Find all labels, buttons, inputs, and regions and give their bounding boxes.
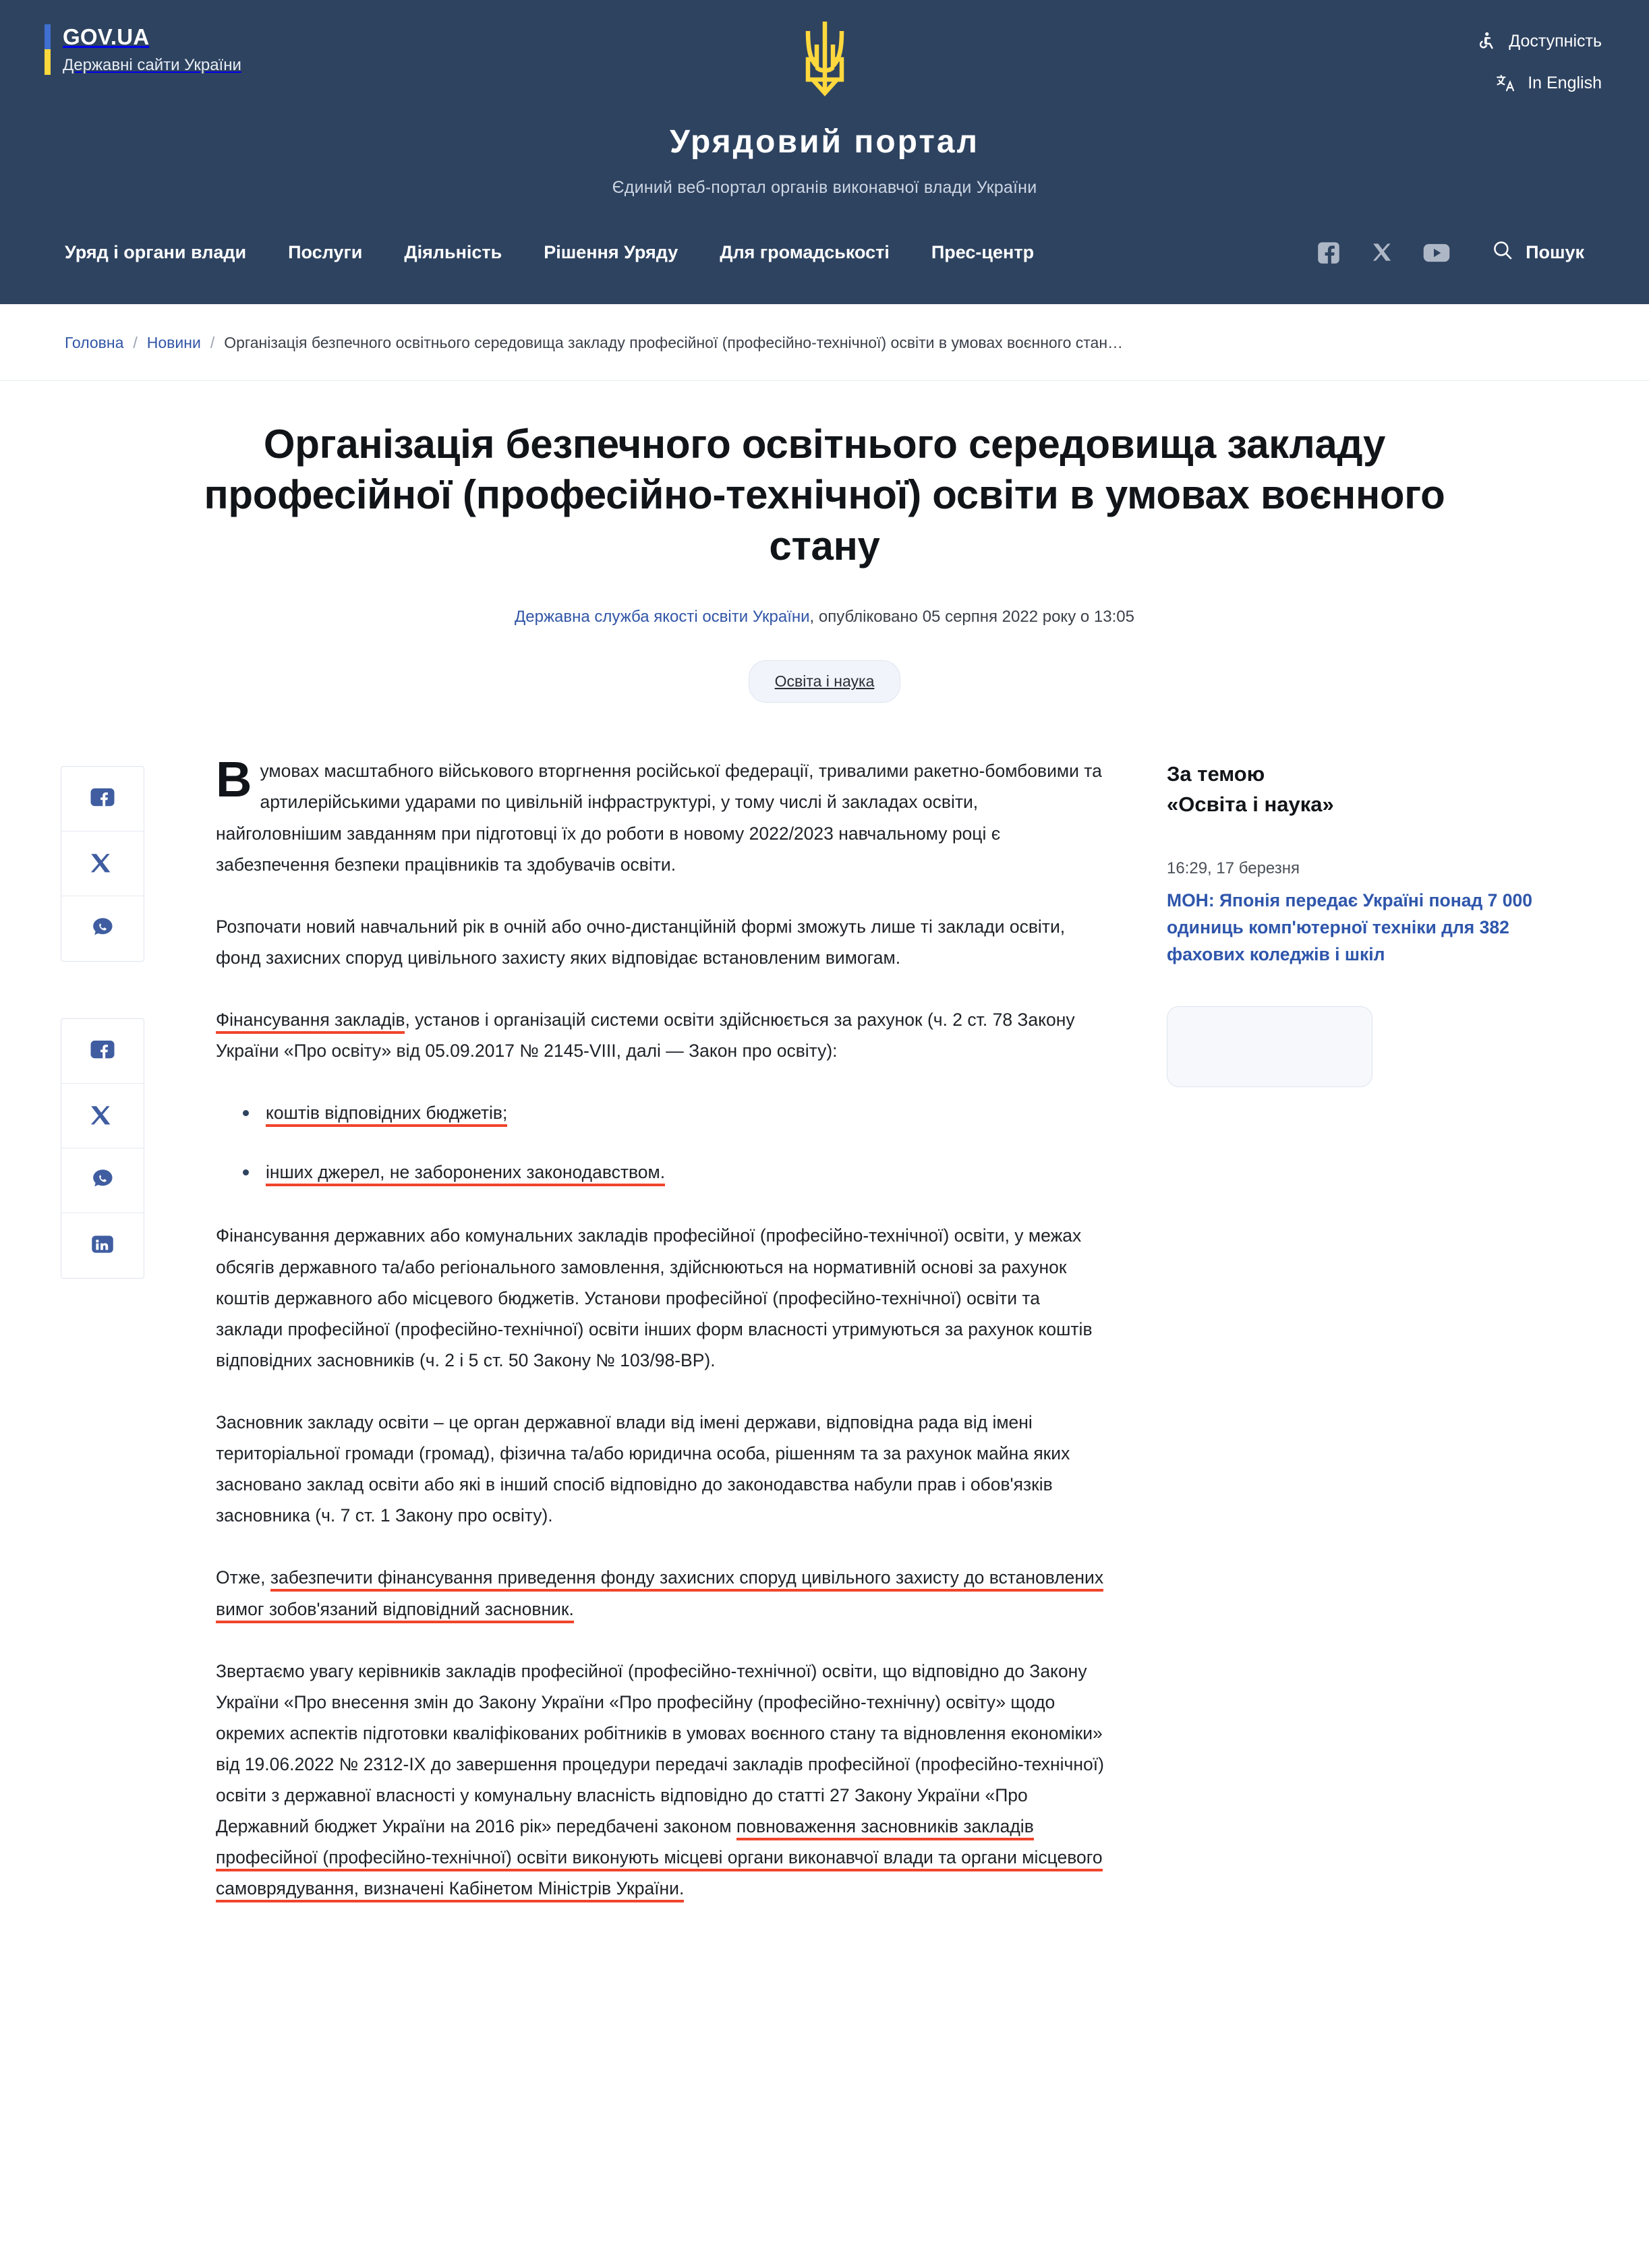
- dropcap: В: [216, 751, 252, 808]
- language-link[interactable]: [1494, 71, 1602, 94]
- bullet-1-text: коштів відповідних бюджетів;: [266, 1103, 507, 1127]
- share-x-button[interactable]: [61, 832, 144, 896]
- share-linkedin-button[interactable]: [61, 1213, 144, 1278]
- x-twitter-icon[interactable]: [1369, 239, 1396, 266]
- whatsapp-icon: [88, 1165, 117, 1196]
- paragraph-3: [216, 1004, 1109, 1066]
- whatsapp-icon: [88, 913, 117, 945]
- facebook-icon: [88, 1035, 117, 1067]
- share-group-primary: [61, 766, 144, 962]
- paragraph-1: [216, 751, 1109, 879]
- x-twitter-icon: [88, 1100, 117, 1132]
- x-twitter-icon: [88, 848, 117, 879]
- article-header: [0, 381, 1649, 703]
- search-label: Пошук: [1526, 242, 1584, 263]
- share-group-secondary: [61, 1018, 144, 1279]
- share-whatsapp-button[interactable]: [61, 896, 144, 961]
- paragraph-3-text: , установ і організацій системи освіти здійснюється за рахунок (ч. 2 ст. 78 Закону України «Про освіту» від 05.09.2017 № 2145-VIII, далі — Закон про освіту):: [216, 1010, 1075, 1062]
- sidebar-title-line2: «Освіта і наука»: [1167, 792, 1334, 817]
- nav-item-government[interactable]: Уряд і органи влади: [65, 242, 247, 263]
- facebook-icon: [88, 783, 117, 815]
- highlight-founder-powers: повноваження засновників закладів професійної (професійно-технічної) освіти виконують місцеві органи виконавчої влади та органи місцевого самоврядування, визначені Кабінетом Міністрів України.: [216, 1816, 1103, 1902]
- article-tag[interactable]: Освіта і наука: [749, 660, 901, 703]
- funding-sources-list: [216, 1097, 1109, 1188]
- site-header: [0, 0, 1649, 304]
- content-layout: [0, 703, 1649, 1935]
- nav-item-public[interactable]: Для громадськості: [720, 242, 890, 263]
- related-item-link[interactable]: МОН: Японія передає Україні понад 7 000 одиниць комп'ютерної техніки для 382 фахових коледжів і шкіл: [1167, 890, 1532, 964]
- related-item-time: 16:29, 17 березня: [1167, 859, 1300, 878]
- share-whatsapp-button-2[interactable]: [61, 1148, 144, 1213]
- nav-item-activity[interactable]: Діяльність: [404, 242, 502, 263]
- nav-item-services[interactable]: Послуги: [288, 242, 363, 263]
- breadcrumb-separator: /: [133, 333, 138, 351]
- breadcrumb-home[interactable]: Головна: [65, 333, 124, 351]
- article-body: [155, 751, 1167, 1935]
- accessibility-label: Доступність: [1509, 31, 1602, 51]
- related-sidebar: [1167, 755, 1544, 1086]
- ukraine-flag-bars-icon: [45, 24, 51, 75]
- share-rail: [61, 755, 155, 1335]
- highlight-financing: Фінансування закладів: [216, 1010, 405, 1034]
- utility-links: [1475, 30, 1602, 94]
- breadcrumb: [0, 304, 1649, 380]
- sidebar-title: [1167, 759, 1544, 820]
- list-item: [243, 1157, 1109, 1188]
- linkedin-icon: [88, 1230, 117, 1262]
- breadcrumb-bar: [0, 304, 1649, 381]
- paragraph-6: [216, 1562, 1109, 1624]
- govua-logo[interactable]: [45, 24, 241, 75]
- share-facebook-button-2[interactable]: [61, 1019, 144, 1084]
- accessibility-icon: [1475, 30, 1498, 53]
- paragraph-4: Фінансування державних або комунальних закладів професійної (професійно-технічної) освіти, у межах обсягів державного та/або регіонального замовлення, здійснюються на нормативній основі за рахунок коштів державного або місцевого бюджетів. Установи професійної (професійно-технічної) освіти та заклади професійної (професійно-технічної) освіти інших форм власності утримуються за рахунок коштів відповідних засновників (ч. 2 і 5 ст. 50 Закону № 103/98-ВР).: [216, 1225, 1093, 1370]
- main-navigation: [65, 198, 1584, 304]
- paragraph-1-text: умовах масштабного військового вторгнення російської федерації, тривалими ракетно-бомбовими та артилерійськими ударами по цивільній інфраструктурі, у тому числі й закладах освіти, найголовнішим завданням при підготовці їх до роботи в новому 2022/2023 навчальному році є забезпечення безпеки працівників та здобувачів освіти.: [216, 761, 1102, 875]
- language-label: In English: [1528, 73, 1602, 92]
- breadcrumb-separator-2: /: [210, 333, 215, 351]
- ukraine-trident-icon: [797, 18, 853, 97]
- share-facebook-button[interactable]: [61, 767, 144, 832]
- paragraph-2: Розпочати новий навчальний рік в очній або очно-дистанційній формі зможуть лише ті заклади освіти, фонд захисних споруд цивільного захисту яких відповідає встановленим вимогам.: [216, 916, 1066, 968]
- youtube-icon[interactable]: [1423, 239, 1450, 266]
- page-title: Організація безпечного освітнього середовища закладу професійної (професійно-технічної) освіти в умовах воєнного стану: [204, 421, 1445, 569]
- nav-item-press-center[interactable]: Прес-центр: [931, 242, 1035, 263]
- facebook-icon[interactable]: [1315, 239, 1342, 266]
- article-published: , опубліковано 05 серпня 2022 року о 13:05: [809, 608, 1134, 627]
- related-placeholder-card[interactable]: [1167, 1006, 1372, 1087]
- share-x-button-2[interactable]: [61, 1084, 144, 1148]
- govua-title: GOV.UA: [63, 24, 150, 49]
- portal-title: Урядовий портал: [669, 124, 980, 160]
- search-button[interactable]: [1492, 239, 1584, 266]
- sidebar-title-line1: За темою: [1167, 762, 1265, 786]
- paragraph-5: Засновник закладу освіти – це орган державної влади від імені держави, відповідна рада від імені територіальної громади (громад), фізична та/або юридична особа, рішенням та за рахунок майна яких засновано заклад освіти або які в інший спосіб відповідно до законодавства набули прав і обов'язків засновника (ч. 7 ст. 1 Закону про освіту).: [216, 1412, 1070, 1526]
- nav-item-decisions[interactable]: Рішення Уряду: [544, 242, 678, 263]
- article-byline: [202, 608, 1447, 627]
- highlight-founder-obligation: забезпечити фінансування приведення фонду захисних споруд цивільного захисту до встановлених вимог зобов'язаний відповідний засновник.: [216, 1567, 1103, 1623]
- paragraph-7: [216, 1656, 1109, 1904]
- related-item: [1167, 859, 1544, 968]
- search-icon: [1492, 239, 1513, 266]
- govua-subtitle: Державні сайти України: [63, 55, 241, 74]
- translate-icon: [1494, 71, 1517, 94]
- list-item: [243, 1097, 1109, 1128]
- breadcrumb-section[interactable]: Новини: [146, 333, 201, 351]
- portal-subtitle: Єдиний веб-портал органів виконавчої влади України: [612, 177, 1037, 197]
- bullet-2-text: інших джерел, не заборонених законодавством.: [266, 1162, 665, 1186]
- paragraph-6-lead: Отже,: [216, 1567, 270, 1588]
- breadcrumb-current: Організація безпечного освітнього середовища закладу професійної (професійно-технічної) освіти в умовах воєнного стан…: [224, 333, 1124, 351]
- accessibility-link[interactable]: [1475, 30, 1602, 53]
- article-source-link[interactable]: Державна служба якості освіти України: [515, 608, 810, 627]
- paragraph-7-text: Звертаємо увагу керівників закладів професійної (професійно-технічної) освіти, що відповідно до Закону України «Про внесення змін до Закону України «Про професійну (професійно-технічну) освіту» щодо окремих аспектів підготовки кваліфікованих робітників в умовах воєнного стану та відновлення економіки» від 19.06.2022 № 2312-IX до завершення процедури передачі закладів професійної (професійно-технічної) освіти з державної власності у комунальну власність відповідно до статті 27 Закону України «Про Державний бюджет України на 2016 рік» передбачені законом: [216, 1660, 1104, 1837]
